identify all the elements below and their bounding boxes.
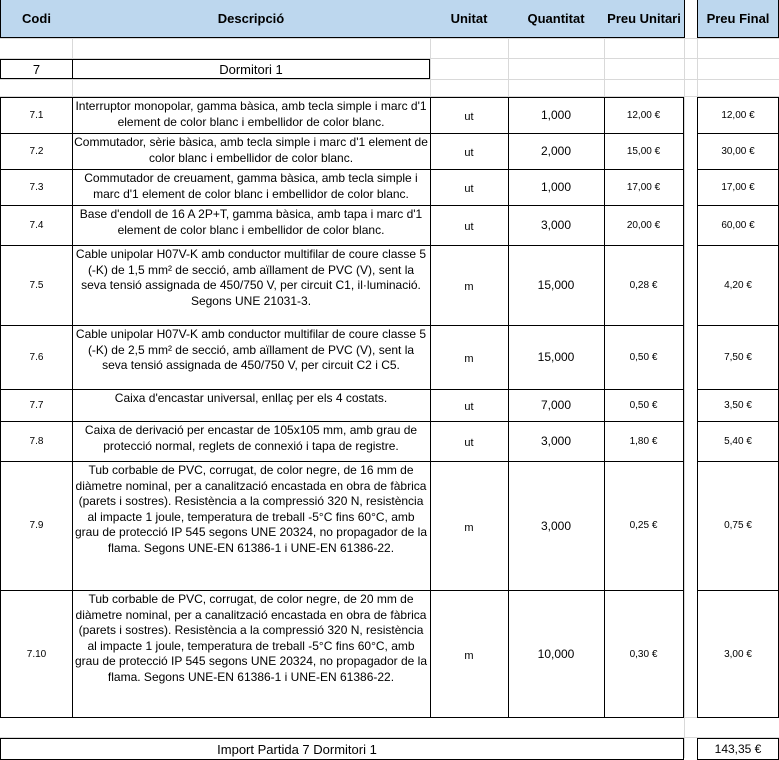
table-row [0,97,779,133]
item-code[interactable]: 7.6 [0,325,73,389]
row-border [0,389,684,390]
row-border [0,421,684,422]
row-border [697,205,779,206]
item-final-price[interactable]: 60,00 € [697,205,779,245]
item-quantity[interactable]: 3,000 [508,205,605,245]
item-description[interactable]: Caixa de derivació per encastar de 105x105 mm, amb grau de protecció normal, reglets de connexió i tapa de registre. [72,421,431,461]
header-unit[interactable]: Unitat [430,0,509,38]
item-description[interactable]: Commutador de creuament, gamma bàsica, amb tecla simple i marc d'1 element de color blanc i embellidor de color blanc. [72,169,431,205]
row-border [0,590,684,591]
table-row [0,245,779,325]
row-border [0,325,684,326]
item-description[interactable]: Commutador, sèrie bàsica, amb tecla simple i marc d'1 element de color blanc i embellidor de color blanc. [72,133,431,169]
item-final-price[interactable]: 3,50 € [697,389,779,421]
table-row [0,461,779,590]
row-border [697,245,779,246]
row-border [697,389,779,390]
item-final-price[interactable]: 17,00 € [697,169,779,205]
item-quantity[interactable]: 15,000 [508,325,605,389]
table-row [0,590,779,718]
grid-line [430,38,431,97]
item-final-price[interactable]: 3,00 € [697,590,779,718]
section-title[interactable]: Dormitori 1 [72,59,430,79]
table-row [0,205,779,245]
item-unit-price[interactable]: 12,00 € [604,97,684,133]
table-bottom-border [697,717,779,718]
total-label: Import Partida 7 Dormitori 1 [217,742,377,757]
item-quantity[interactable]: 3,000 [508,461,605,590]
grid-line [604,38,605,97]
item-unit-price[interactable]: 0,28 € [604,245,684,325]
item-description[interactable]: Base d'endoll de 16 A 2P+T, gamma bàsica, amb tapa i marc d'1 element de color blanc i embellidor de color blanc. [72,205,431,245]
item-code[interactable]: 7.4 [0,205,73,245]
section-code[interactable]: 7 [0,59,73,79]
item-unit-price[interactable]: 20,00 € [604,205,684,245]
grid-line [508,38,509,97]
item-code[interactable]: 7.7 [0,389,73,421]
item-unit-price[interactable]: 17,00 € [604,169,684,205]
item-quantity[interactable]: 7,000 [508,389,605,421]
header-final-price[interactable]: Preu Final [697,0,779,38]
item-final-price[interactable]: 7,50 € [697,325,779,389]
item-code[interactable]: 7.10 [0,590,73,718]
grid-line [0,38,779,39]
row-border [0,461,684,462]
item-unit-price[interactable]: 0,30 € [604,590,684,718]
header-unit-price[interactable]: Preu Unitari [604,0,685,38]
row-border [697,590,779,591]
table-row [0,325,779,389]
row-border [0,97,684,98]
grid-line [0,79,779,80]
item-quantity[interactable]: 1,000 [508,169,605,205]
item-final-price[interactable]: 4,20 € [697,245,779,325]
grid-line [697,38,698,97]
row-border [0,169,684,170]
header-code[interactable]: Codi [0,0,73,38]
item-unit[interactable]: ut [430,421,509,461]
item-unit[interactable]: m [430,590,509,718]
header-description[interactable]: Descripció [72,0,431,38]
item-unit-price[interactable]: 15,00 € [604,133,684,169]
item-quantity[interactable]: 3,000 [508,421,605,461]
item-unit[interactable]: ut [430,205,509,245]
table-row [0,169,779,205]
item-unit[interactable]: ut [430,133,509,169]
total-value[interactable]: 143,35 € [697,738,779,760]
row-border [697,421,779,422]
item-code[interactable]: 7.9 [0,461,73,590]
item-quantity[interactable]: 10,000 [508,590,605,718]
row-border [0,205,684,206]
item-final-price[interactable]: 0,75 € [697,461,779,590]
item-description[interactable]: Interruptor monopolar, gamma bàsica, amb tecla simple i marc d'1 element de color blanc i embellidor de color blanc. [72,97,431,133]
table-row [0,389,779,421]
table-bottom-border [0,717,684,718]
item-description[interactable]: Cable unipolar H07V-K amb conductor multifilar de coure classe 5 (-K) de 2,5 mm² de secció, amb aïllament de PVC (V), sent la seva tensió assignada de 450/750 V, per circuit C2 i C5. [72,325,431,389]
row-border [697,461,779,462]
item-unit-price[interactable]: 0,25 € [604,461,684,590]
item-code[interactable]: 7.5 [0,245,73,325]
item-unit[interactable]: ut [430,389,509,421]
item-unit[interactable]: ut [430,97,509,133]
item-quantity[interactable]: 1,000 [508,97,605,133]
row-border [697,325,779,326]
item-description[interactable]: Tub corbable de PVC, corrugat, de color negre, de 20 mm de diàmetre nominal, per a canalització encastada en obra de fàbrica (parets i sostres). Resistència a la compressió 320 N, resistència al impacte 1 joule, temperatura de treball -5°C fins 60°C, amb grau de protecció IP 545 segons UNE 20324, no propagador de la flama. Segons UNE-EN 61386-1 i UNE-EN 61386-22. [72,590,431,718]
item-code[interactable]: 7.1 [0,97,73,133]
item-unit-price[interactable]: 1,80 € [604,421,684,461]
item-code[interactable]: 7.2 [0,133,73,169]
item-unit[interactable]: m [430,461,509,590]
item-unit[interactable]: m [430,245,509,325]
item-description[interactable]: Tub corbable de PVC, corrugat, de color negre, de 16 mm de diàmetre nominal, per a canalització encastada en obra de fàbrica (parets i sostres). Resistència a la compressió 320 N, resistència al impacte 1 joule, temperatura de treball -5°C fins 60°C, amb grau de protecció IP 545 segons UNE 20324, no propagador de la flama. Segons UNE-EN 61386-1 i UNE-EN 61386-22. [72,461,431,590]
item-final-price[interactable]: 5,40 € [697,421,779,461]
item-unit[interactable]: ut [430,169,509,205]
row-border [697,169,779,170]
item-unit[interactable]: m [430,325,509,389]
row-border [697,97,779,98]
item-unit-price[interactable]: 0,50 € [604,389,684,421]
table-row [0,133,779,169]
item-final-price[interactable]: 30,00 € [697,133,779,169]
item-code[interactable]: 7.3 [0,169,73,205]
row-border [0,133,684,134]
table-row [0,421,779,461]
item-quantity[interactable]: 15,000 [508,245,605,325]
item-description[interactable]: Caixa d'encastar universal, enllaç per els 4 costats. [72,389,431,421]
item-description[interactable]: Cable unipolar H07V-K amb conductor multifilar de coure classe 5 (-K) de 1,5 mm² de secció, amb aïllament de PVC (V), sent la seva tensió assignada de 450/750 V, per circuit C1, il·luminació. Segons UNE 21031-3. [72,245,431,325]
row-border [0,245,684,246]
row-border [697,133,779,134]
item-quantity[interactable]: 2,000 [508,133,605,169]
item-unit-price[interactable]: 0,50 € [604,325,684,389]
item-code[interactable]: 7.8 [0,421,73,461]
item-final-price[interactable]: 12,00 € [697,97,779,133]
header-quantity[interactable]: Quantitat [508,0,605,38]
